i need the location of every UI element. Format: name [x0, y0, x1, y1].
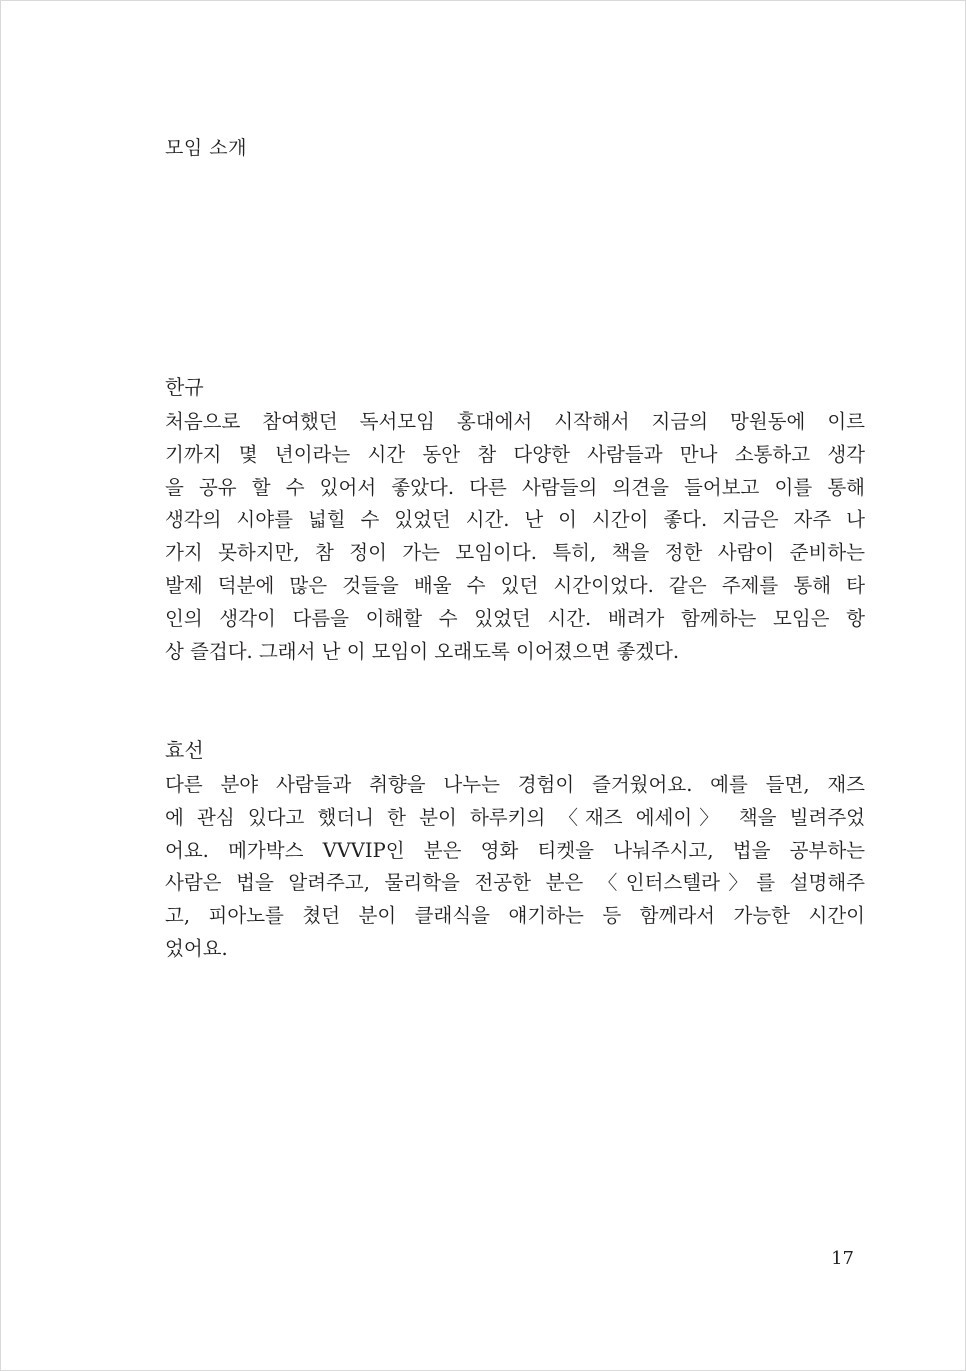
body-line: 었어요. — [165, 936, 228, 960]
section-author-name: 효선 — [165, 738, 204, 762]
body-line: 기까지 몇 년이라는 시간 동안 참 다양한 사람들과 만나 소통하고 생각 — [165, 442, 865, 466]
body-line: 처음으로 참여했던 독서모임 홍대에서 시작해서 지금의 망원동에 이르 — [165, 410, 865, 433]
section-author-name: 한규 — [165, 375, 204, 399]
body-line: 사람은 법을 알려주고, 물리학을 전공한 분은 〈인터스텔라〉를 설명해주 — [165, 871, 865, 895]
body-line: 고, 피아노를 쳤던 분이 클래식을 얘기하는 등 함께라서 가능한 시간이 — [165, 904, 865, 928]
page-number: 17 — [831, 1248, 854, 1269]
body-line: 가지 못하지만, 참 정이 가는 모임이다. 특히, 책을 정한 사람이 준비하는 — [165, 541, 865, 565]
body-line: 생각의 시야를 넓힐 수 있었던 시간. 난 이 시간이 좋다. 지금은 자주 나 — [165, 508, 865, 532]
section-hangyu — [165, 372, 865, 668]
section-body — [165, 406, 865, 668]
running-head: 모임 소개 — [165, 137, 247, 159]
body-line: 에 관심 있다고 했더니 한 분이 하루키의 〈재즈 에세이〉 책을 빌려주었 — [165, 805, 865, 829]
body-line: 발제 덕분에 많은 것들을 배울 수 있던 시간이었다. 같은 주제를 통해 타 — [165, 573, 865, 597]
body-line: 상 즐겁다. 그래서 난 이 모임이 오래도록 이어졌으면 좋겠다. — [165, 639, 680, 663]
section-body — [165, 769, 865, 966]
body-line: 어요. 메가박스 VVVIP인 분은 영화 티켓을 나눠주시고, 법을 공부하는 — [165, 838, 865, 862]
body-line: 인의 생각이 다름을 이해할 수 있었던 시간. 배려가 함께하는 모임은 항 — [165, 606, 865, 630]
body-line: 다른 분야 사람들과 취향을 나누는 경험이 즐거웠어요. 예를 들면, 재즈 — [165, 773, 865, 796]
body-line: 을 공유 할 수 있어서 좋았다. 다른 사람들의 의견을 들어보고 이를 통해 — [165, 475, 865, 499]
section-hyoseon — [165, 735, 865, 966]
